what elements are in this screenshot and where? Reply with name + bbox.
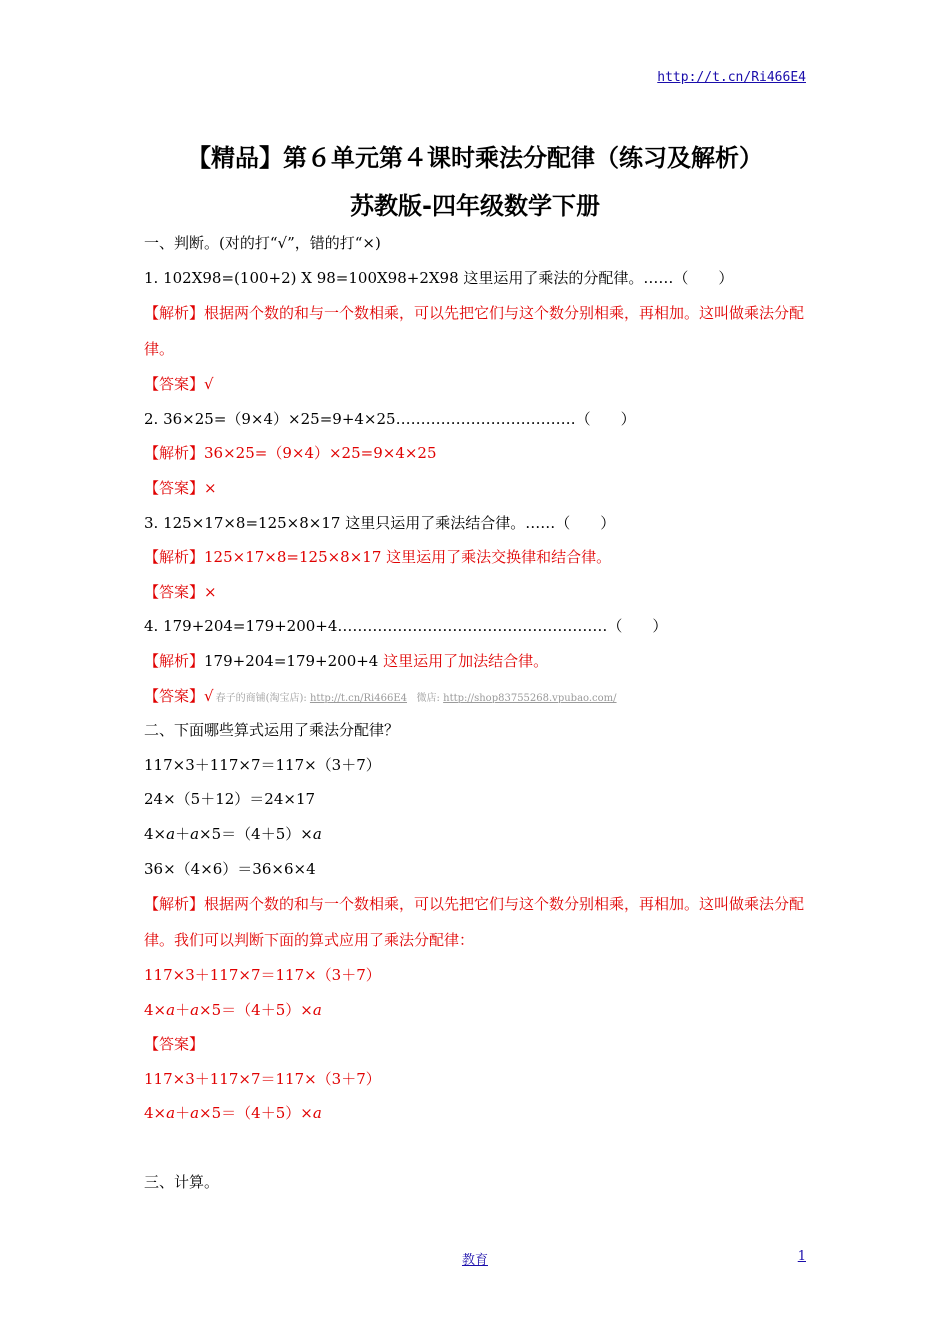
footer-link[interactable]: 教育 xyxy=(461,1253,488,1268)
formula-part: ＋ xyxy=(175,824,191,843)
section2-heading: 二、下面哪些算式运用了乘法分配律？ xyxy=(144,721,400,740)
doc-subtitle: 苏教版-四年级数学下册 xyxy=(350,192,600,220)
formula-part: ＋ xyxy=(175,1104,191,1123)
analysis-4 xyxy=(144,644,809,679)
answer-1 xyxy=(144,367,809,402)
section2-answer-label: 【答案】 xyxy=(144,1035,205,1054)
analysis-text: 根据两个数的和与一个数相乘，可以先把它们与这个数分别相乘，再相加。这叫做乘法分配律。我们可以判断下面的算式应用了乘法分配律： xyxy=(144,895,805,950)
analysis-text: 36×25=（9×4）×25=9×4×25 xyxy=(204,444,437,463)
analysis-1 xyxy=(144,295,809,367)
analysis-label: 【解析】 xyxy=(144,895,205,914)
answer-formula-1: 117×3＋117×7＝117×（3＋7） xyxy=(144,1069,381,1088)
formula-4: 36×（4×6）＝36×6×4 xyxy=(144,859,316,878)
formula-part: 4× xyxy=(144,1104,167,1123)
formula-part: ＋ xyxy=(175,1000,191,1019)
question-2: 2. 36×25=（9×4）×25=9+4×25………………………………（ ） xyxy=(144,409,636,428)
analysis-formula-1: 117×3＋117×7＝117×（3＋7） xyxy=(144,966,381,985)
page-number: 1 xyxy=(797,1249,806,1264)
analysis-text: 根据两个数的和与一个数相乘，可以先把它们与这个数分别相乘，再相加。这叫做乘法分配律。 xyxy=(144,304,805,359)
section3-heading: 三、计算。 xyxy=(144,1173,220,1192)
formula-part: ×5＝（4＋5）× xyxy=(199,824,313,843)
analysis-formula-2 xyxy=(144,993,809,1028)
formula-part: ×5＝（4＋5）× xyxy=(199,1000,313,1019)
watermark-shop: 春子的商铺(淘宝店): xyxy=(215,692,307,704)
formula-2: 24×（5＋12）＝24×17 xyxy=(144,790,316,809)
section2-analysis xyxy=(144,886,809,958)
answer-value: × xyxy=(204,582,217,601)
formula-1: 117×3＋117×7＝117×（3＋7） xyxy=(144,755,381,774)
analysis-text: 这里运用了加法结合律。 xyxy=(378,651,549,670)
answer-value: × xyxy=(204,478,217,497)
watermark-link-2[interactable]: http://shop83755268.vpubao.com/ xyxy=(443,692,617,704)
formula-var: a xyxy=(166,824,176,843)
analysis-label: 【解析】 xyxy=(144,304,205,323)
formula-part: 4× xyxy=(144,824,167,843)
answer-formula-2 xyxy=(144,1096,809,1131)
answer-label: 【答案】 xyxy=(144,375,205,394)
answer-2 xyxy=(144,471,809,506)
answer-label: 【答案】 xyxy=(144,582,205,601)
formula-var: a xyxy=(190,824,200,843)
watermark-link-1[interactable]: http://t.cn/Ri466E4 xyxy=(309,692,408,704)
analysis-label: 【解析】 xyxy=(144,548,205,567)
answer-label: 【答案】 xyxy=(144,478,205,497)
analysis-label: 【解析】 xyxy=(144,651,205,670)
formula-part: 4× xyxy=(144,1000,167,1019)
analysis-3 xyxy=(144,540,809,575)
header-link[interactable]: http://t.cn/Ri466E4 xyxy=(657,70,806,85)
analysis-text: 125×17×8=125×8×17 这里运用了乘法交换律和结合律。 xyxy=(204,548,612,567)
analysis-label: 【解析】 xyxy=(144,444,205,463)
answer-4 xyxy=(144,679,809,714)
answer-label: 【答案】 xyxy=(144,686,205,705)
watermark-weidian: 微店: xyxy=(416,692,440,704)
formula-var: a xyxy=(190,1000,200,1019)
analysis-formula: 179+204=179+200+4 xyxy=(204,651,379,670)
formula-var: a xyxy=(312,1104,322,1123)
formula-var: a xyxy=(312,1000,322,1019)
answer-value: √ xyxy=(204,686,214,705)
answer-3 xyxy=(144,575,809,610)
formula-var: a xyxy=(190,1104,200,1123)
document-body xyxy=(144,226,809,1200)
question-4: 4. 179+204=179+200+4………………………………………………（ ） xyxy=(144,617,668,636)
doc-title: 【精品】第６单元第４课时乘法分配律（练习及解析） xyxy=(187,144,763,172)
answer-value: √ xyxy=(204,375,214,394)
watermark xyxy=(216,693,617,704)
formula-var: a xyxy=(166,1104,176,1123)
analysis-2 xyxy=(144,436,809,471)
formula-3 xyxy=(144,817,809,852)
question-3: 3. 125×17×8=125×8×17 这里只运用了乘法结合律。……（ ） xyxy=(144,513,616,532)
formula-var: a xyxy=(166,1000,176,1019)
formula-var: a xyxy=(312,824,322,843)
section1-heading: 一、判断。(对的打“√”，错的打“×) xyxy=(144,234,381,252)
question-1: 1. 102X98=(100+2) X 98=100X98+2X98 这里运用了乘法的分配律。……（ ） xyxy=(144,268,734,287)
formula-part: ×5＝（4＋5）× xyxy=(199,1104,313,1123)
